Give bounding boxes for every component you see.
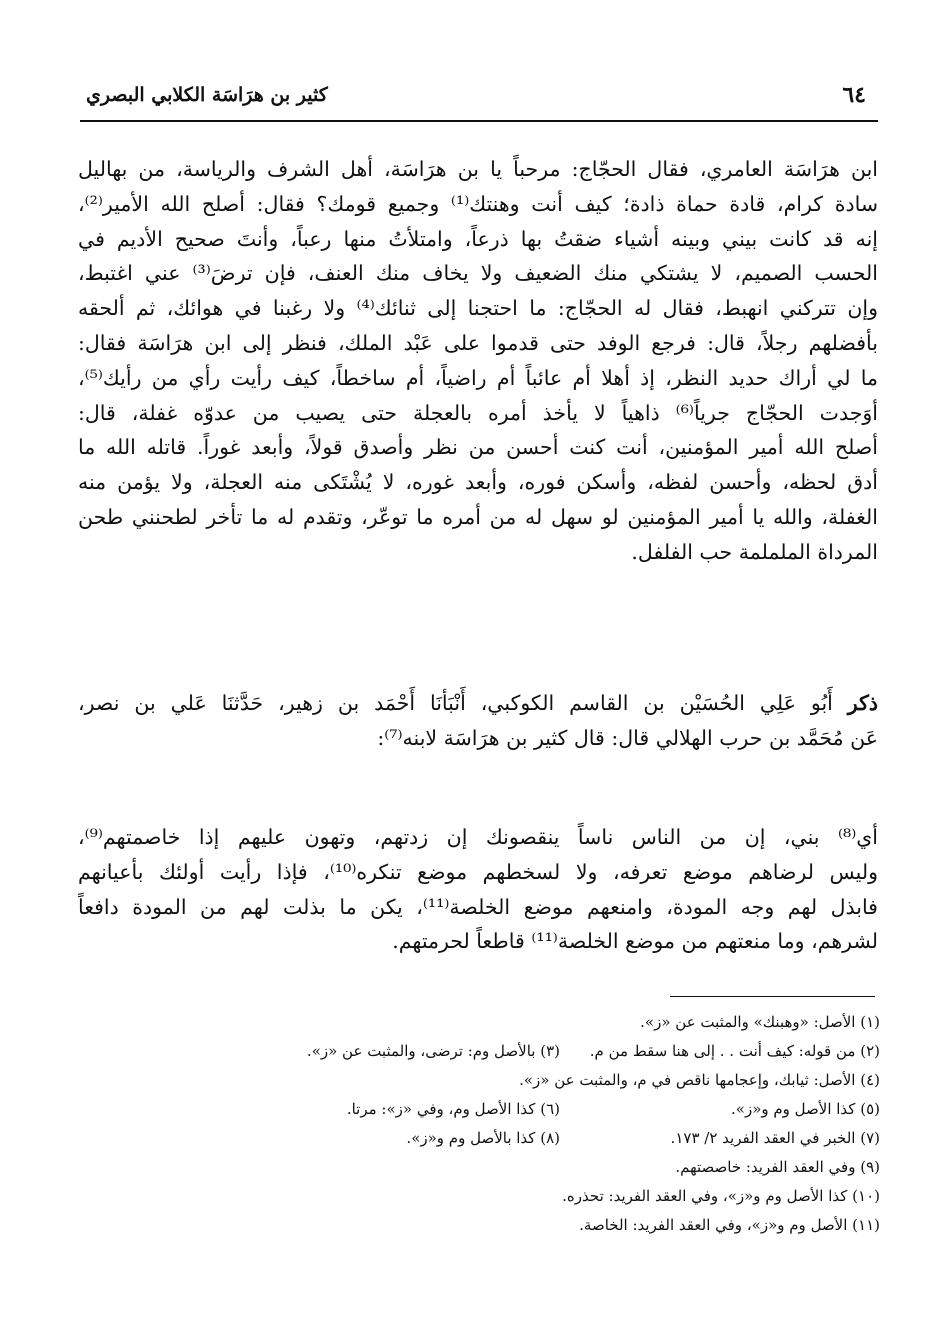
footnote-row (180, 1153, 880, 1182)
text-line: أدق لحظه، وأحسن لفظه، وأسكن فوره، وأبعد غوره، لا يُشْتَكى منه العجلة، ولا يؤمن منه (78, 470, 878, 495)
text-line: أصلح الله أمير المؤمنين، أنت كنت أحسن من نظر وأصدق قولاً، وأبعد غوراً. قاتله الله ما (78, 435, 878, 460)
text-line: فابذل لهم وجه المودة، وامنعهم موضع الخلصة⁽¹¹⁾، يكن ما بذلت لهم من المودة دافعاً (78, 894, 878, 919)
footnote: (٦) كذا الأصل وم، وفي «ز»: مرتا. (346, 1100, 560, 1118)
footnote-row (180, 1182, 880, 1211)
footnote-row (180, 1095, 880, 1124)
footnote: (١٠) كذا الأصل وم و«ز»، وفي العقد الفريد: تحذره. (562, 1187, 880, 1205)
text-line: الغفلة، والله يا أمير المؤمنين لو سهل له من أمره ما توعّر، وتقدم له ما تأخر لطحنني طحن (78, 504, 878, 529)
footnotes (180, 1008, 880, 1240)
text-line: أي⁽⁸⁾ بني، إن من الناس ناساً ينقصونك إن زدتهم، وتهون عليهم إذا خاصمتهم⁽⁹⁾، (78, 825, 878, 849)
footnote-row (180, 1008, 880, 1037)
text-line (78, 686, 878, 721)
text-line: الحسب الصميم، لا يشتكي منك الضعيف ولا يخاف منك العنف، فإن ترضَ⁽³⁾ عني اغتبط، (78, 261, 878, 286)
text-line: إنه قد كانت بيني وبينه أشياء ضقتُ بها ذرعاً، وامتلأتُ منها رعباً، وأنتَ صحيح الأديم في (78, 226, 878, 251)
text-segment: أَبُو عَلِي الحُسَيْن بن القاسم الكوكبي، أَنْبَأنَا أَحْمَد بن زهير، حَدَّثنَا عَلي بن نصر، (78, 691, 848, 715)
footnote: (٩) وفي العقد الفريد: خاصصتهم. (675, 1158, 880, 1176)
footnote-row (180, 1066, 880, 1095)
footnote: (٥) كذا الأصل وم و«ز». (731, 1100, 880, 1118)
paragraph-3 (78, 820, 878, 959)
text-line: وإن تتركني انهبط، فقال له الحجّاج: ما احتجنا إلى ثنائك⁽⁴⁾ ولا رغبنا في هوائك، ثم ألحقه (78, 296, 878, 321)
text-line: المرداة الململمة حب الفلفل. (631, 539, 878, 564)
text-line: وليس لرضاهم موضع تعرفه، ولا لسخطهم موضع تنكره⁽¹⁰⁾، فإذا رأيت أولئك بأعيانهم (78, 859, 878, 884)
text-line: ابن هرَاسَة العامري، فقال الحجّاج: مرحباً يا بن هرَاسَة، أهل الشرف والرياسة، من بهاليل (78, 157, 878, 181)
text-line: سادة كرام، قادة حماة ذادة؛ كيف أنت وهنتك⁽¹⁾ وجميع قومك؟ فقال: أصلح الله الأمير⁽²⁾، (78, 191, 878, 216)
footnote: (٢) من قوله: كيف أنت . . إلى هنا سقط من م. (589, 1042, 880, 1060)
footnote-separator (670, 996, 875, 997)
paragraph-1 (78, 152, 878, 570)
running-title: كثير بن هرَاسَة الكلابي البصري (86, 84, 328, 106)
footnote: (١١) الأصل وم و«ز»، وفي العقد الفريد: الخاصة. (579, 1216, 880, 1234)
footnote-row (180, 1037, 880, 1066)
page-number: ٦٤ (842, 82, 866, 108)
text-line: عَن مُحَمَّد بن حرب الهلالي قال: قال كثير بن هرَاسَة لابنه⁽⁷⁾: (377, 725, 878, 750)
footnote: (٧) الخبر في العقد الفريد ٢/ ١٧٣. (670, 1129, 880, 1147)
text-line: أوَجدت الحجّاج جرياً⁽⁶⁾ ذاهياً لا يأخذ أمره بالعجلة حتى يصيب من عدوّه غفلة، قال: (78, 400, 878, 425)
footnote-row (180, 1124, 880, 1153)
footnote-row (180, 1211, 880, 1240)
section-lead-word: ذكر (847, 691, 878, 715)
footnote: (٨) كذا بالأصل وم و«ز». (406, 1129, 560, 1147)
text-line: لشرهم، وما منعتهم من موضع الخلصة⁽¹¹⁾ قاطعاً لحرمتهم. (392, 929, 878, 954)
text-line: ما لي أراك حديد النظر، إذ أهلا أم عائباً أم راضياً، أم ساخطاً، كيف رأيت رأي من رأيك⁽⁵⁾، (78, 365, 878, 390)
footnote: (١) الأصل: «وهبنك» والمثبت عن «ز». (640, 1013, 880, 1031)
footnote: (٤) الأصل: ثيابك، وإعجامها ناقص في م، والمثبت عن «ز». (519, 1071, 880, 1089)
footnote: (٣) بالأصل وم: ترضى، والمثبت عن «ز». (306, 1042, 560, 1060)
text-line: بأفضلهم رجلاً، قال: فرجع الوفد حتى قدموا على عَبْد الملك، فنظر إلى ابن هرَاسَة فقال: (78, 330, 878, 355)
page-header (80, 80, 878, 122)
paragraph-2 (78, 686, 878, 756)
